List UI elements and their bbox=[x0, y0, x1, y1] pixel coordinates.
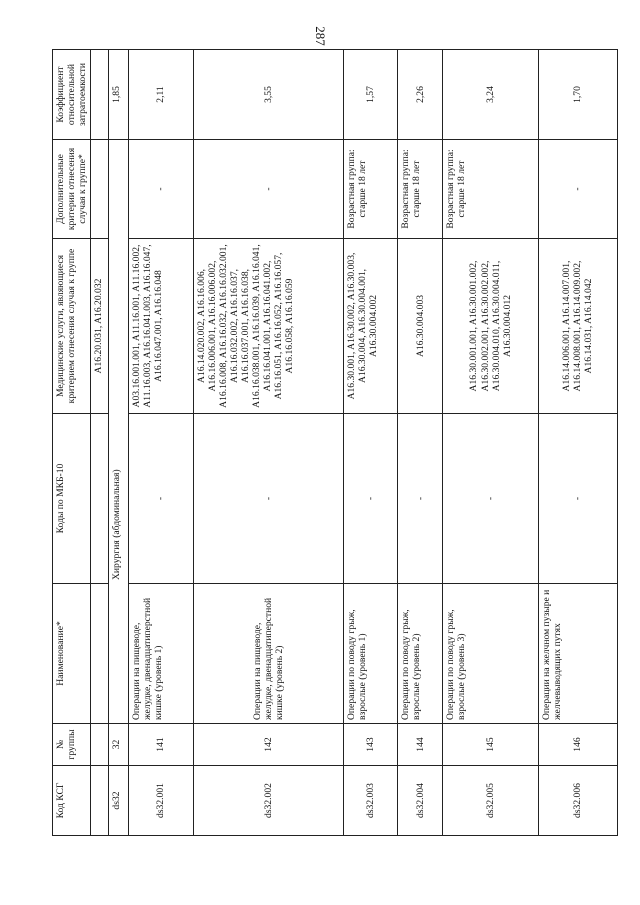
cell-extra: - bbox=[538, 140, 617, 239]
cell-extra: - bbox=[128, 140, 194, 239]
ksg-table bbox=[52, 49, 618, 836]
header-coef: Коэффициент относительной затратоемкости bbox=[53, 50, 91, 140]
table-row bbox=[343, 50, 397, 836]
cell-group-no: 144 bbox=[398, 724, 443, 766]
header-group-no: № группы bbox=[53, 724, 91, 766]
cell-group-no: 145 bbox=[443, 724, 538, 766]
cell-services: A03.16.001.001, A11.16.001, A11.16.002, A11.16.003, A16.16.041.003, A16.16.047, A16.16.047.001, A16.16.048 bbox=[128, 239, 194, 414]
header-code: Код КСГ bbox=[53, 766, 91, 836]
cell-coef: 3,24 bbox=[443, 50, 538, 140]
cell-name: Операции на пищеводе, желудке, двенадцатиперстной кишке (уровень 1) bbox=[128, 584, 194, 724]
header-services: Медицинские услуги, являющиеся критерием отнесения случая к группе bbox=[53, 239, 91, 414]
top-row-services: A16.20.031, A16.20.032 bbox=[91, 239, 109, 414]
cell-icd: - bbox=[538, 414, 617, 584]
table-row bbox=[538, 50, 617, 836]
cell-name: Операции на желчном пузыре и желчевыводящих путях bbox=[538, 584, 617, 724]
cell-icd: - bbox=[128, 414, 194, 584]
cell-code: ds32.001 bbox=[128, 766, 194, 836]
cell-coef: 1,70 bbox=[538, 50, 617, 140]
cell-code: ds32.003 bbox=[343, 766, 397, 836]
header-name: Наименование* bbox=[53, 584, 91, 724]
cell-code: ds32.004 bbox=[398, 766, 443, 836]
cell-extra: Возрастная группа: старше 18 лет bbox=[343, 140, 397, 239]
cell-services: A16.30.001, A16.30.002, A16.30.003, A16.30.004, A16.30.004.001, A16.30.004.002 bbox=[343, 239, 397, 414]
cell-services: A16.30.004.003 bbox=[398, 239, 443, 414]
cell-group-no: 141 bbox=[128, 724, 194, 766]
table-row bbox=[443, 50, 538, 836]
cell-icd: - bbox=[194, 414, 344, 584]
header-row bbox=[53, 50, 91, 836]
cell-coef: 2,26 bbox=[398, 50, 443, 140]
rotated-table-container bbox=[52, 50, 618, 836]
cell-services: A16.14.006.001, A16.14.007.001, A16.14.008.001, A16.14.009.002, A16.14.031, A16.14.042 bbox=[538, 239, 617, 414]
section-row bbox=[109, 50, 128, 836]
cell-services: A16.14.020.002, A16.16.006, A16.16.006.001, A16.16.006.002, A16.16.008, A16.16.032, A16.16.032.001, A16.16.032.002, A16.16.037, A16.16.037.001, A16.16.038, A16.16.038.001, A16.16.039, A16.16.041, A16.16.041.001, A16.16.041.002, A16.16.051, A16.16.052, A16.16.057, A16.16.058, A16.16.059 bbox=[194, 239, 344, 414]
cell-coef: 3,55 bbox=[194, 50, 344, 140]
cell-icd: - bbox=[343, 414, 397, 584]
cell-extra: Возрастная группа: старше 18 лет bbox=[398, 140, 443, 239]
header-icd: Коды по МКБ-10 bbox=[53, 414, 91, 584]
section-coef: 1,85 bbox=[109, 50, 128, 140]
top-row bbox=[91, 50, 109, 836]
cell-code: ds32.006 bbox=[538, 766, 617, 836]
cell-name: Операции по поводу грыж, взрослые (уровень 3) bbox=[443, 584, 538, 724]
cell-group-no: 143 bbox=[343, 724, 397, 766]
table-row bbox=[128, 50, 194, 836]
page-number: 287 bbox=[313, 26, 328, 46]
cell-group-no: 146 bbox=[538, 724, 617, 766]
table-row bbox=[194, 50, 344, 836]
cell-name: Операции на пищеводе, желудке, двенадцатиперстной кишке (уровень 2) bbox=[194, 584, 344, 724]
header-extra: Дополнительные критерии отнесения случая к группе* bbox=[53, 140, 91, 239]
cell-coef: 1,57 bbox=[343, 50, 397, 140]
cell-name: Операции по поводу грыж, взрослые (уровень 1) bbox=[343, 584, 397, 724]
cell-extra: - bbox=[194, 140, 344, 239]
cell-coef: 2,11 bbox=[128, 50, 194, 140]
section-group-no: 32 bbox=[109, 724, 128, 766]
cell-group-no: 142 bbox=[194, 724, 344, 766]
cell-icd: - bbox=[443, 414, 538, 584]
table-row bbox=[398, 50, 443, 836]
cell-services: A16.30.001.001, A16.30.001.002, A16.30.002.001, A16.30.002.002, A16.30.004.010, A16.30.004.011, A16.30.004.012 bbox=[443, 239, 538, 414]
cell-code: ds32.005 bbox=[443, 766, 538, 836]
cell-name: Операции по поводу грыж, взрослые (уровень 2) bbox=[398, 584, 443, 724]
section-code: ds32 bbox=[109, 766, 128, 836]
cell-icd: - bbox=[398, 414, 443, 584]
cell-extra: Возрастная группа: старше 18 лет bbox=[443, 140, 538, 239]
section-title: Хирургия (абдоминальная) bbox=[109, 140, 128, 724]
cell-code: ds32.002 bbox=[194, 766, 344, 836]
